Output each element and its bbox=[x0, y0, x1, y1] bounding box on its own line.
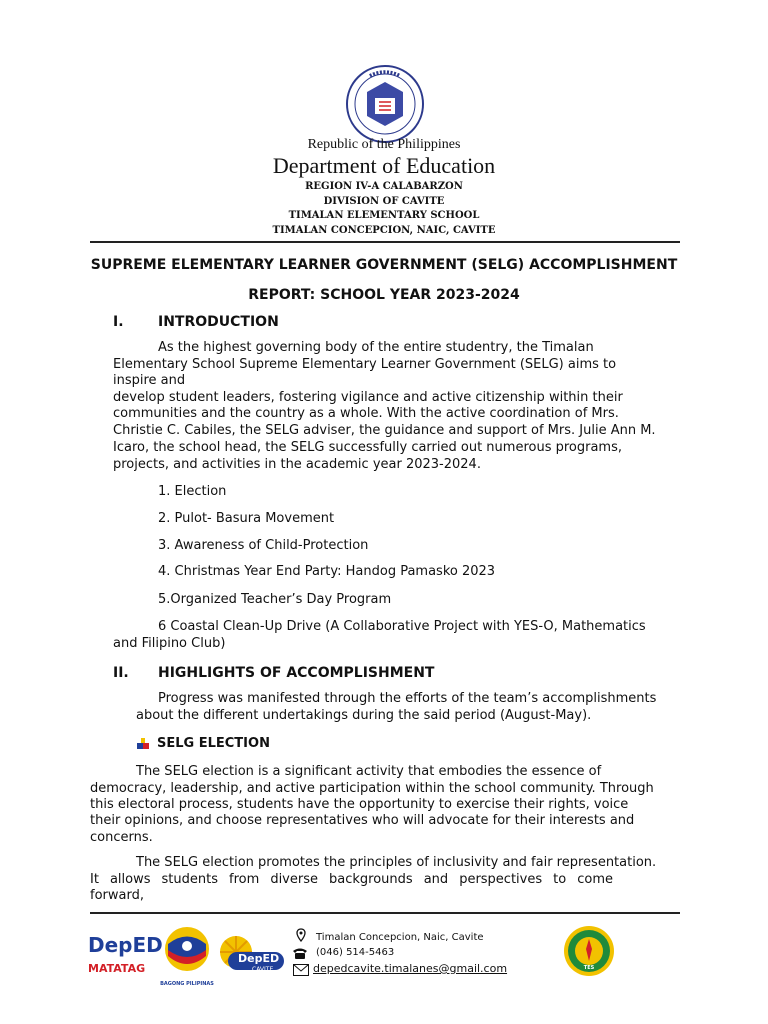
bagong-pilipinas-text: BAGONG PILIPINAS bbox=[160, 981, 214, 987]
intro-line: communities and the country as a whole. With the active coordination of Mrs. bbox=[113, 406, 619, 421]
deped-matatag-logo bbox=[88, 930, 163, 986]
section-number-intro: I. bbox=[113, 314, 124, 330]
section-heading-intro: INTRODUCTION bbox=[158, 314, 279, 330]
deped-cavite-logo bbox=[216, 930, 290, 980]
list-item: 4. Christmas Year End Party: Handog Pamasko 2023 bbox=[158, 564, 496, 579]
deped-logo-text: DepED bbox=[88, 933, 163, 957]
list-item: and Filipino Club) bbox=[113, 636, 226, 651]
matatag-text: MATATAG bbox=[88, 962, 146, 975]
election-p2-line: forward, bbox=[90, 888, 144, 903]
footer-address: Timalan Concepcion, Naic, Cavite bbox=[316, 932, 484, 943]
election-p1-line: this electoral process, students have the opportunity to exercise their rights, voice bbox=[90, 797, 629, 812]
election-p1-line: concerns. bbox=[90, 830, 153, 845]
division-line: DIVISION OF CAVITE bbox=[323, 196, 445, 207]
republic-line: Republic of the Philippines bbox=[307, 137, 461, 152]
report-title-line2: REPORT: SCHOOL YEAR 2023-2024 bbox=[248, 287, 520, 303]
intro-line: develop student leaders, fostering vigilance and active citizenship within their bbox=[113, 390, 623, 405]
list-item: 3. Awareness of Child-Protection bbox=[158, 538, 369, 553]
highlights-line: Progress was manifested through the efforts of the team’s accomplishments bbox=[158, 691, 657, 706]
highlights-line: about the different undertakings during the said period (August-May). bbox=[136, 708, 592, 723]
deped-cavite-text: DepED bbox=[238, 952, 280, 965]
intro-line: As the highest governing body of the entire studentry, the Timalan bbox=[158, 340, 594, 355]
school-line: TIMALAN ELEMENTARY SCHOOL bbox=[288, 210, 480, 221]
bullet-icon bbox=[136, 737, 150, 751]
section-number-highlights: II. bbox=[113, 665, 129, 681]
list-item: 2. Pulot- Basura Movement bbox=[158, 511, 335, 526]
phone-icon bbox=[292, 946, 308, 960]
footer-phone: (046) 514-5463 bbox=[316, 947, 395, 958]
list-item: 1. Election bbox=[158, 484, 227, 499]
address-line: TIMALAN CONCEPCION, NAIC, CAVITE bbox=[272, 225, 496, 236]
intro-line: projects, and activities in the academic year 2023-2024. bbox=[113, 457, 481, 472]
deped-seal bbox=[345, 64, 425, 144]
section-heading-highlights: HIGHLIGHTS OF ACCOMPLISHMENT bbox=[158, 665, 435, 681]
school-seal bbox=[563, 925, 615, 977]
intro-line: Elementary School Supreme Elementary Learner Government (SELG) aims to bbox=[113, 357, 617, 372]
list-item: 6 Coastal Clean-Up Drive (A Collaborative Project with YES-O, Mathematics bbox=[158, 619, 646, 634]
location-pin-icon bbox=[294, 928, 308, 942]
intro-line: inspire and bbox=[113, 373, 186, 388]
list-item: 5.Organized Teacher’s Day Program bbox=[158, 592, 392, 607]
report-title-line1: SUPREME ELEMENTARY LEARNER GOVERNMENT (SELG) ACCOMPLISHMENT bbox=[90, 257, 678, 273]
bagong-pilipinas-logo bbox=[160, 924, 214, 987]
election-p1-line: democracy, leadership, and active participation within the school community. Through bbox=[90, 781, 654, 796]
cavite-text: CAVITE bbox=[252, 966, 274, 973]
department-title: Department of Education bbox=[272, 153, 496, 178]
header-divider bbox=[90, 241, 680, 243]
footer-email-link[interactable]: depedcavite.timalanes@gmail.com bbox=[313, 962, 508, 975]
election-p1-line: The SELG election is a significant activity that embodies the essence of bbox=[136, 764, 602, 779]
intro-line: Christie C. Cabiles, the SELG adviser, the guidance and support of Mrs. Julie Ann M. bbox=[113, 423, 656, 438]
election-p2-line: It allows students from diverse backgrounds and perspectives to come bbox=[90, 872, 613, 887]
election-p1-line: their opinions, and choose representatives who will advocate for their interests and bbox=[90, 813, 635, 828]
mail-icon bbox=[293, 963, 309, 975]
school-seal-text: TES bbox=[583, 965, 595, 971]
region-line: REGION IV-A CALABARZON bbox=[305, 181, 463, 192]
intro-line: Icaro, the school head, the SELG successfully carried out numerous programs, bbox=[113, 440, 623, 455]
election-heading: SELG ELECTION bbox=[157, 736, 270, 751]
footer-divider bbox=[90, 912, 680, 914]
election-p2-line: The SELG election promotes the principles of inclusivity and fair representation. bbox=[136, 855, 657, 870]
